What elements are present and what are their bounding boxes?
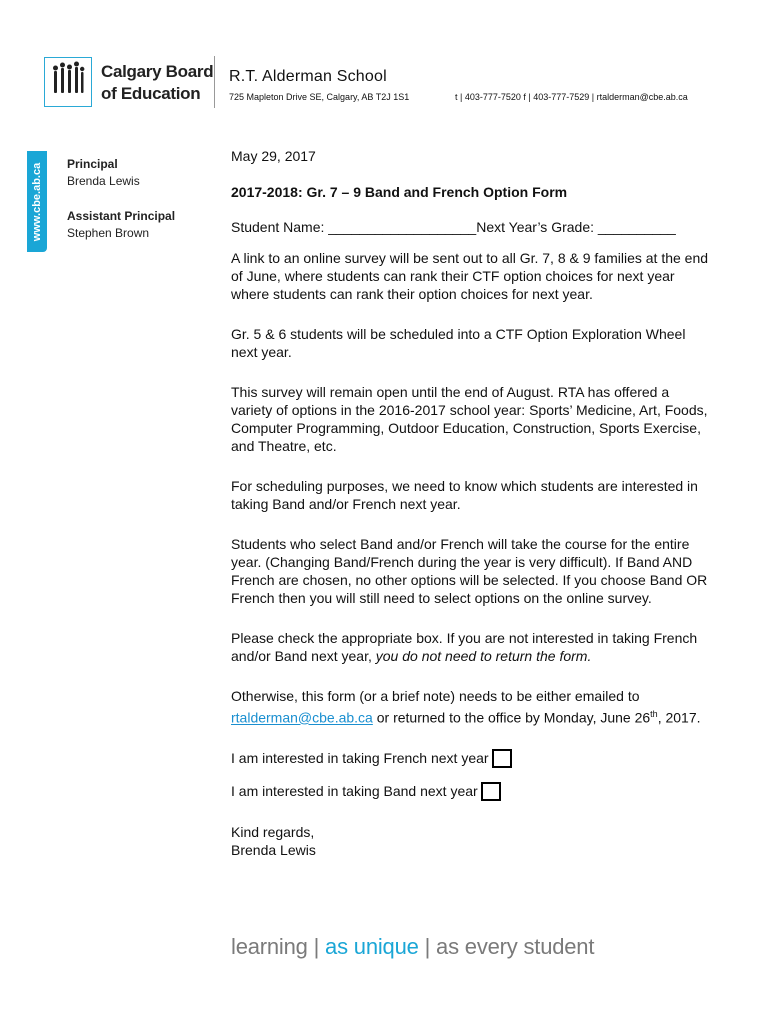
tagline-separator: |	[313, 934, 320, 959]
org-name-line1: Calgary Board	[101, 62, 214, 81]
return-text-start: Otherwise, this form (or a brief note) needs to be either emailed to	[231, 688, 640, 704]
email-link[interactable]: rtalderman@cbe.ab.ca	[231, 709, 373, 726]
date-suffix: th	[650, 709, 658, 719]
principal-label: Principal	[67, 157, 118, 171]
paragraph-instructions	[231, 629, 711, 665]
letter-body	[231, 147, 711, 859]
staff-sidebar	[67, 156, 175, 242]
people-figures-icon	[45, 58, 90, 105]
signature: Brenda Lewis	[231, 841, 316, 858]
website-tab	[27, 151, 47, 252]
principal-name: Brenda Lewis	[67, 174, 140, 188]
tagline-learning: learning	[231, 934, 308, 959]
paragraph-return	[231, 687, 711, 727]
band-option	[231, 782, 711, 801]
band-checkbox[interactable]	[481, 782, 501, 801]
org-name	[101, 61, 213, 105]
website-url: www.cbe.ab.ca	[31, 162, 43, 241]
assistant-principal-name: Stephen Brown	[67, 226, 150, 240]
paragraph-survey: A link to an online survey will be sent out to all Gr. 7, 8 & 9 families at the end of June, where students can rank their CTF option choices for next year where students can rank their option choices for next year.	[231, 250, 709, 302]
tagline-separator: |	[424, 934, 431, 959]
paragraph-band-french: Students who select Band and/or French will take the course for the entire year. (Changing Band/French during the year is very difficult). If Band AND French are chosen, no other options will be selected. If you choose Band OR French then you will still need to select options on the online survey.	[231, 536, 708, 606]
school-name: R.T. Alderman School	[229, 68, 387, 85]
cbe-logo-mark	[44, 57, 92, 107]
tagline-as-unique: as unique	[325, 934, 419, 959]
student-name-line: Student Name: ___________________Next Year’s Grade: __________	[231, 219, 676, 235]
letter-date: May 29, 2017	[231, 148, 316, 164]
org-name-line2: of Education	[101, 84, 201, 103]
band-option-label: I am interested in taking Band next year	[231, 783, 478, 800]
french-option-label: I am interested in taking French next year	[231, 750, 489, 767]
header-divider	[214, 56, 215, 108]
letter-title: 2017-2018: Gr. 7 – 9 Band and French Option Form	[231, 184, 568, 200]
tagline	[231, 934, 594, 960]
french-checkbox[interactable]	[492, 749, 512, 768]
return-text-mid: or returned to the office by Monday, June 26	[372, 709, 651, 726]
paragraph-options: This survey will remain open until the end of August. RTA has offered a variety of options in the 2016-2017 school year: Sports’ Medicine, Art, Foods, Computer Programming, Outdoor Education, Construction, Sports Exercise, and Theatre, etc.	[231, 384, 708, 454]
return-text-end: , 2017.	[657, 709, 701, 726]
closing: Kind regards,	[231, 823, 315, 840]
french-option	[231, 749, 711, 768]
instructions-text: Please check the appropriate box. If you are not interested in taking French and/or Band next year,	[231, 630, 698, 664]
paragraph-grade-5-6: Gr. 5 & 6 students will be scheduled into a CTF Option Exploration Wheel next year.	[231, 326, 686, 360]
tagline-every-student: as every student	[436, 934, 595, 959]
paragraph-scheduling: For scheduling purposes, we need to know which students are interested in taking Band and/or French next year.	[231, 478, 698, 512]
school-address: 725 Mapleton Drive SE, Calgary, AB T2J 1S1	[229, 92, 410, 102]
instructions-italic: you do not need to return the form.	[375, 648, 592, 664]
school-contact: t | 403-777-7520 f | 403-777-7529 | rtalderman@cbe.ab.ca	[455, 92, 688, 102]
assistant-principal-label: Assistant Principal	[67, 209, 176, 223]
